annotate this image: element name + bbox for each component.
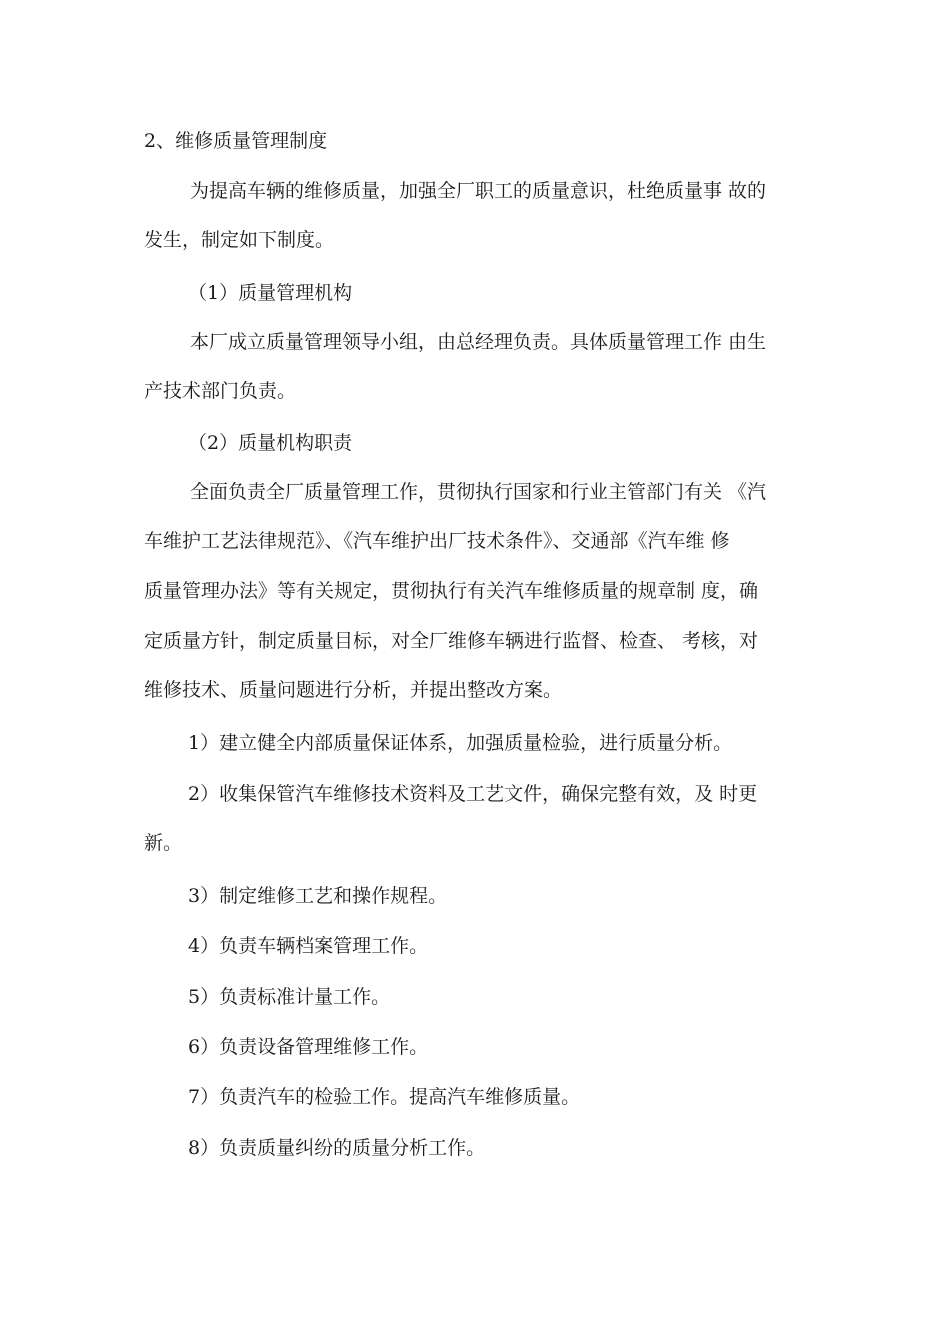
- section1-line-2: 产技术部门负责。: [144, 380, 297, 402]
- subsection-title-1: （1）质量管理机构: [188, 282, 353, 304]
- list-item-3: 3）制定维修工艺和操作规程。: [188, 885, 448, 907]
- section2-line-5: 维修技术、质量问题进行分析，并提出整改方案。: [144, 679, 563, 701]
- intro-line-1: 为提高车辆的维修质量，加强全厂职工的质量意识，杜绝质量事 故的: [190, 180, 767, 202]
- list-item-8: 8）负责质量纠纷的质量分析工作。: [188, 1137, 486, 1159]
- section2-line-1: 全面负责全厂质量管理工作，贯彻执行国家和行业主管部门有关 《汽: [190, 481, 767, 503]
- intro-line-2: 发生，制定如下制度。: [144, 229, 335, 251]
- list-item-2-line-2: 新。: [144, 832, 183, 854]
- list-item-4: 4）负责车辆档案管理工作。: [188, 935, 429, 957]
- section2-line-3: 质量管理办法》等有关规定，贯彻执行有关汽车维修质量的规章制 度，确: [144, 580, 759, 602]
- section2-line-2: 车维护工艺法律规范》、《汽车维护出厂技术条件》、交通部《汽车维 修: [144, 530, 730, 552]
- section2-line-4: 定质量方针，制定质量目标，对全厂维修车辆进行监督、检查、 考核，对: [144, 630, 759, 652]
- subsection-title-2: （2）质量机构职责: [188, 432, 353, 454]
- list-item-5: 5）负责标准计量工作。: [188, 986, 391, 1008]
- list-item-2-line-1: 2）收集保管汽车维修技术资料及工艺文件，确保完整有效，及 时更: [188, 783, 758, 805]
- list-item-7: 7）负责汽车的检验工作。提高汽车维修质量。: [188, 1086, 581, 1108]
- section1-line-1: 本厂成立质量管理领导小组，由总经理负责。具体质量管理工作 由生: [190, 331, 767, 353]
- section-heading: 2、维修质量管理制度: [144, 130, 328, 152]
- list-item-6: 6）负责设备管理维修工作。: [188, 1036, 429, 1058]
- list-item-1: 1）建立健全内部质量保证体系，加强质量检验，进行质量分析。: [188, 732, 733, 754]
